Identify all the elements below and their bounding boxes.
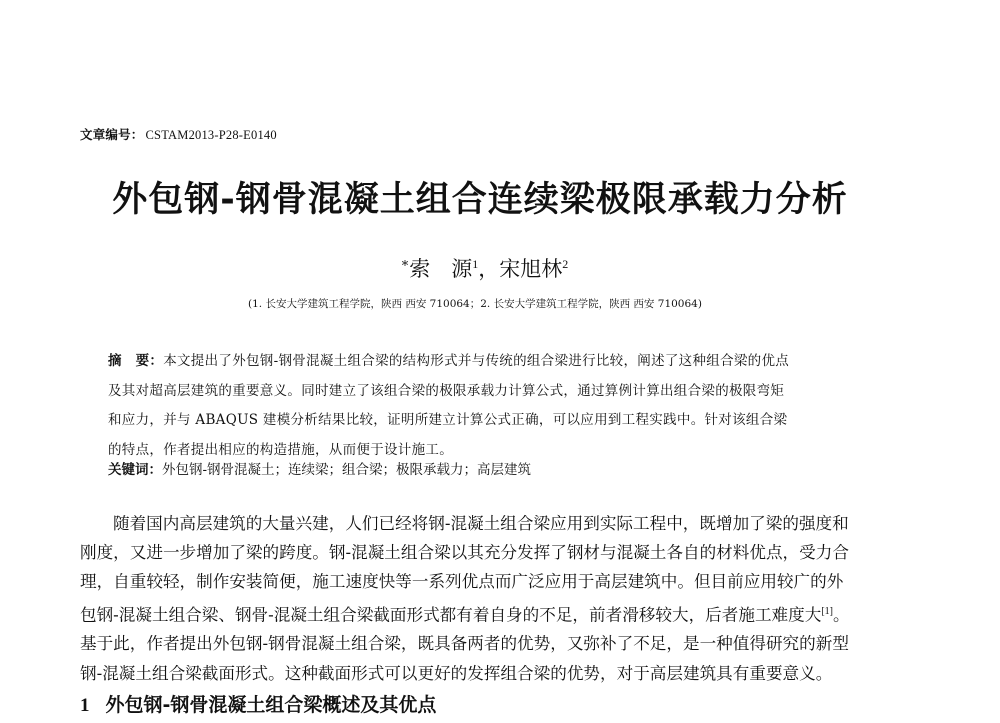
corresponding-mark: * (401, 259, 409, 274)
abstract-line: 及其对超高层建筑的重要意义。同时建立了该组合梁的极限承载力计算公式，通过算例计算出组合梁的极限弯矩 (108, 382, 785, 399)
keywords-value: 外包钢-钢骨混凝土；连续梁；组合梁；极限承载力；高层建筑 (162, 462, 532, 478)
author-2-affil: 2 (562, 257, 569, 271)
paper-title: 外包钢-钢骨混凝土组合连续梁极限承载力分析 (112, 180, 848, 220)
abstract-line (108, 347, 868, 377)
section-number: 1 (80, 695, 90, 716)
keywords (108, 458, 531, 478)
body-line (80, 597, 920, 630)
abstract (108, 347, 868, 465)
article-number-value: CSTAM2013-P28-E0140 (145, 128, 277, 142)
author-2: 宋旭林 (499, 257, 563, 281)
citation: [1] (821, 605, 834, 617)
author-list (0, 253, 970, 283)
affiliations: (1. 长安大学建筑工程学院，陕西 西安 710064；2. 长安大学建筑工程学院，陕西 西安 710064) (248, 298, 702, 310)
body-line-text: 包钢-混凝土组合梁、钢骨-混凝土组合梁截面形式都有着自身的不足，前者滑移较大，后者施工难度大 (80, 605, 822, 625)
author-1-affil: 1 (472, 257, 479, 271)
author-1: 索 源 (409, 257, 473, 281)
abstract-label: 摘 要： (108, 353, 164, 369)
body-line: 随着国内高层建筑的大量兴建，人们已经将钢-混凝土组合梁应用到实际工程中，既增加了梁的强度和 (113, 514, 849, 533)
section-heading (80, 690, 436, 717)
body-line: 刚度，又进一步增加了梁的跨度。钢-混凝土组合梁以其充分发挥了钢材与混凝土各自的材料优点，受力合 (80, 543, 849, 563)
article-number-label: 文章编号： (80, 127, 144, 142)
section-title: 外包钢-钢骨混凝土组合梁概述及其优点 (105, 694, 437, 716)
body-line: 基于此，作者提出外包钢-钢骨混凝土组合梁，既具备两者的优势，又弥补了不足，是一种值得研究的新型 (80, 634, 849, 654)
article-number (80, 125, 277, 143)
body-line: 钢-混凝土组合梁截面形式。这种截面形式可以更好的发挥组合梁的优势，对于高层建筑具有重要意义。 (80, 663, 833, 683)
abstract-line: 和应力，并与 ABAQUS 建模分析结果比较，证明所建立计算公式正确，可以应用到工程实践中。针对该组合梁 (108, 412, 788, 429)
keywords-label: 关键词： (108, 462, 162, 478)
author-separator: ， (478, 257, 500, 281)
abstract-text: 本文提出了外包钢-钢骨混凝土组合梁的结构形式并与传统的组合梁进行比较，阐述了这种组合梁的优点 (163, 353, 790, 369)
body-line: 理，自重较轻，制作安装简便，施工速度快等一系列优点而广泛应用于高层建筑中。但目前应用较广的外 (80, 572, 844, 592)
abstract-line: 的特点，作者提出相应的构造措施，从而便于设计施工。 (108, 441, 453, 458)
citation-punct: 。 (833, 605, 850, 625)
body-text (80, 509, 920, 688)
